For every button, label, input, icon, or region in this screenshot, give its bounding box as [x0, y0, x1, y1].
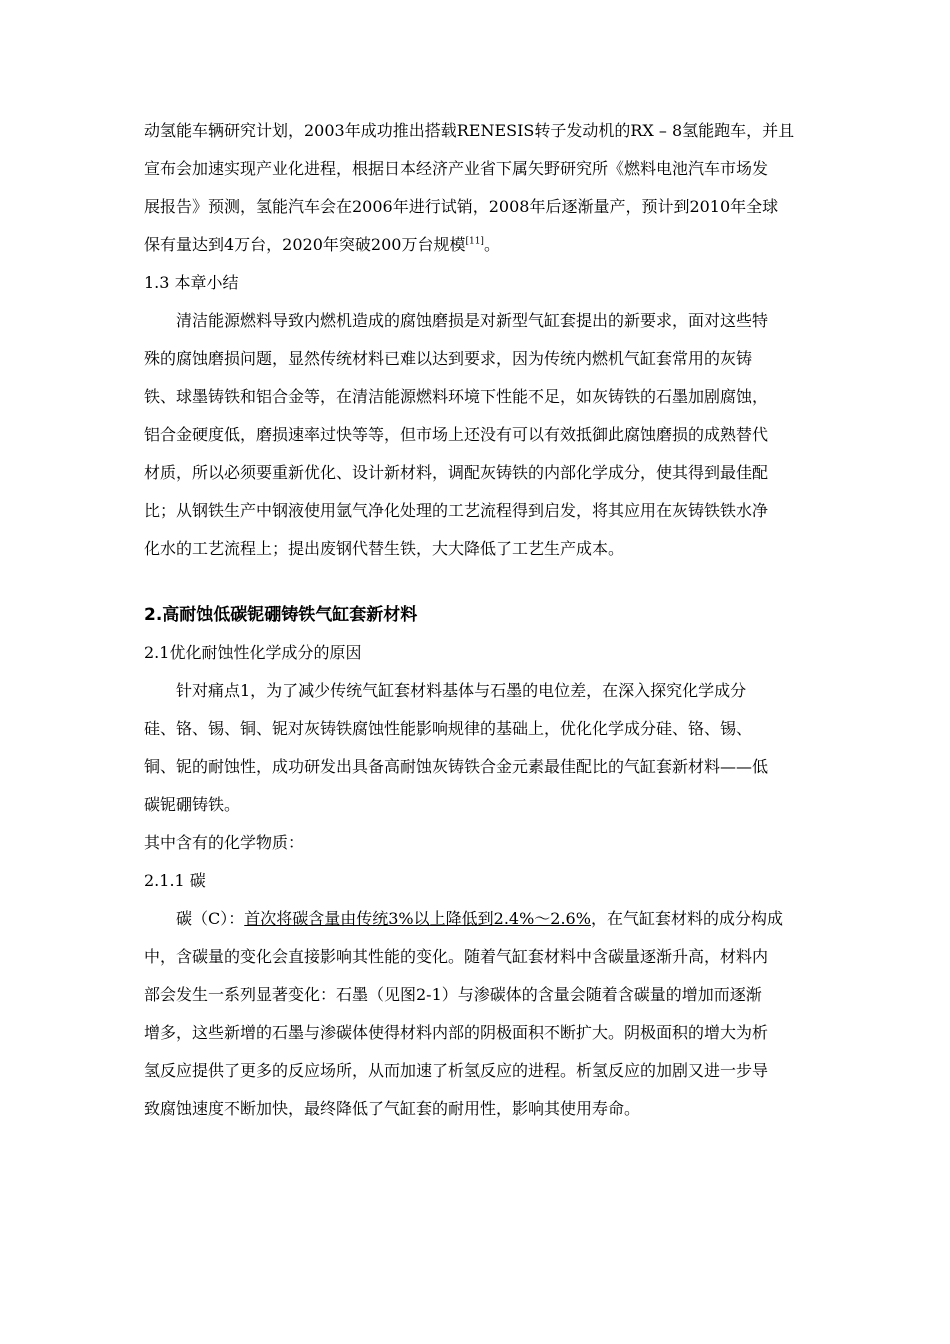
intro-line-4-tail: 。 [483, 235, 500, 254]
summary-line-3: 铁、球墨铸铁和铝合金等，在清洁能源燃料环境下性能不足，如灰铸铁的石墨加剧腐蚀， [144, 387, 769, 406]
intro-line-1: 动氢能车辆研究计划，2003年成功推出搭载RENESIS转子发动机的RX – 8氢能跑车，并且 [144, 121, 795, 140]
carbon-line-2: 中，含碳量的变化会直接影响其性能的变化。随着气缸套材料中含碳量逐渐升高，材料内 [144, 947, 769, 966]
summary-line-2: 殊的腐蚀磨损问题，显然传统材料已难以达到要求，因为传统内燃机气缸套常用的灰铸 [144, 349, 753, 368]
carbon-suffix: ，在气缸套材料的成分构成 [590, 909, 783, 928]
intro-line-2: 宣布会加速实现产业化进程，根据日本经济产业省下属矢野研究所《燃料电池汽车市场发 [144, 159, 769, 178]
citation-11: [11] [465, 236, 484, 247]
intro-line-4-text: 保有量达到4万台，2020年突破200万台规模 [144, 235, 466, 254]
reason-line-3: 铜、铌的耐蚀性，成功研发出具备高耐蚀灰铸铁合金元素最佳配比的气缸套新材料——低 [144, 757, 769, 776]
carbon-underlined-text: 首次将碳含量由传统3%以上降低到2.4%～2.6% [244, 909, 591, 928]
carbon-line-1 [144, 900, 809, 938]
carbon-line-6: 致腐蚀速度不断加快，最终降低了气缸套的耐用性，影响其使用寿命。 [144, 1099, 641, 1118]
summary-line-1: 清洁能源燃料导致内燃机造成的腐蚀磨损是对新型气缸套提出的新要求，面对这些特 [176, 311, 769, 330]
heading-chapter-2: 2.高耐蚀低碳铌硼铸铁气缸套新材料 [144, 605, 418, 625]
summary-line-5: 材质，所以必须要重新优化、设计新材料，调配灰铸铁的内部化学成分，使其得到最佳配 [144, 463, 769, 482]
summary-line-6: 比；从钢铁生产中钢液使用氩气净化处理的工艺流程得到启发，将其应用在灰铸铁铁水净 [144, 501, 769, 520]
summary-paragraph [144, 302, 809, 568]
intro-line-3: 展报告》预测，氢能汽车会在2006年进行试销，2008年后逐渐量产，预计到2010年全球 [144, 197, 779, 216]
intro-paragraph [144, 112, 809, 264]
summary-line-4: 铝合金硬度低，磨损速率过快等等，但市场上还没有可以有效抵御此腐蚀磨损的成熟替代 [144, 425, 769, 444]
carbon-line-5: 氢反应提供了更多的反应场所，从而加速了析氢反应的进程。析氢反应的加剧又进一步导 [144, 1061, 769, 1080]
document-page [144, 112, 809, 1128]
carbon-line-4: 增多，这些新增的石墨与渗碳体使得材料内部的阴极面积不断扩大。阴极面积的增大为析 [144, 1023, 769, 1042]
reason-line-4: 碳铌硼铸铁。 [144, 795, 241, 814]
heading-2-1-1: 2.1.1 碳 [144, 871, 206, 890]
carbon-line-3: 部会发生一系列显著变化：石墨（见图2-1）与渗碳体的含量会随着含碳量的增加而逐渐 [144, 985, 762, 1004]
reason-line-1: 针对痛点1，为了减少传统气缸套材料基体与石墨的电位差，在深入探究化学成分 [176, 681, 747, 700]
heading-1-3: 1.3 本章小结 [144, 273, 239, 292]
reason-line-2: 硅、铬、锡、铜、铌对灰铸铁腐蚀性能影响规律的基础上，优化化学成分硅、铬、锡、 [144, 719, 753, 738]
carbon-paragraph [144, 900, 809, 1128]
summary-line-7: 化水的工艺流程上；提出废钢代替生铁，大大降低了工艺生产成本。 [144, 539, 625, 558]
carbon-prefix: 碳（C）： [176, 909, 245, 928]
intro-line-4 [144, 226, 809, 264]
reason-paragraph [144, 672, 809, 824]
heading-2-1: 2.1优化耐蚀性化学成分的原因 [144, 643, 362, 662]
chemicals-intro: 其中含有的化学物质： [144, 833, 305, 852]
